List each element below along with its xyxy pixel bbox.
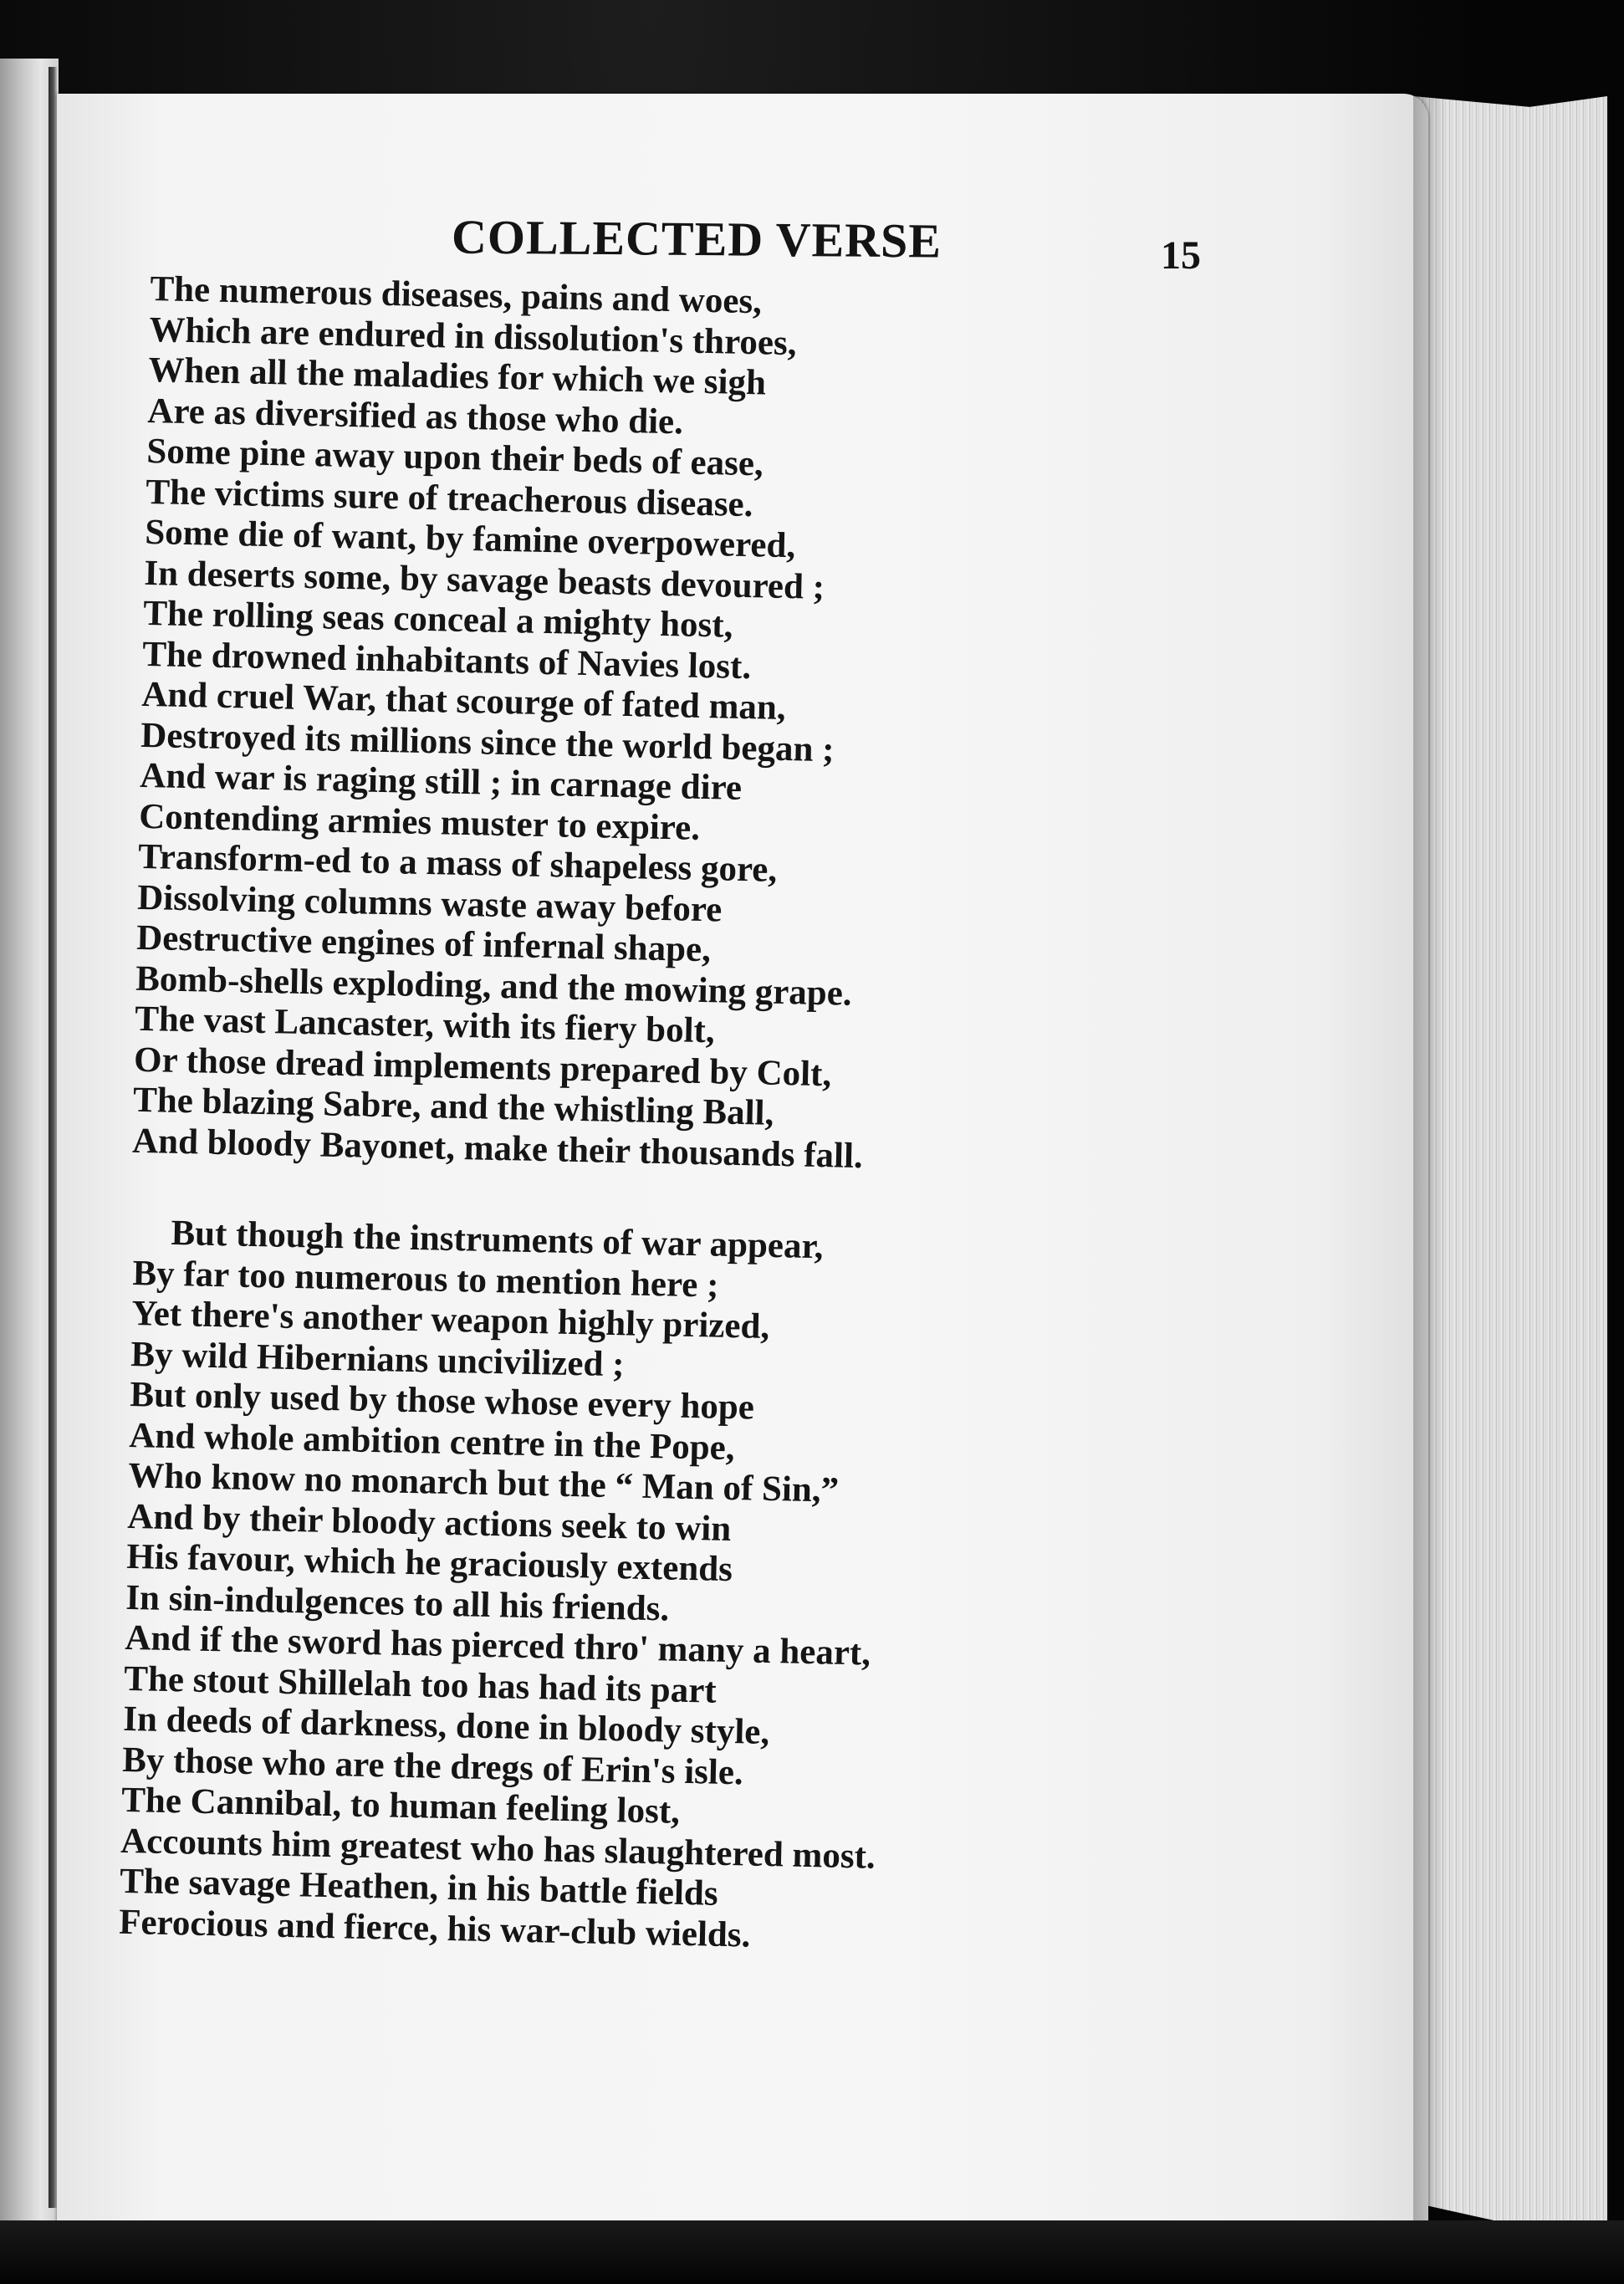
verse-line: By wild Hibernians uncivilized ; [130, 1334, 625, 1384]
verse-line: Contending armies muster to expire. [138, 796, 701, 848]
verse-line: In deserts some, by savage beasts devoured ; [143, 553, 825, 607]
verse-line: The savage Heathen, in his battle fields [119, 1861, 719, 1914]
verse-line: The stout Shillelah too has had its part [123, 1658, 718, 1711]
verse-line: The drowned inhabitants of Navies lost. [141, 634, 752, 687]
verse-line: By those who are the dregs of Erin's isle. [121, 1740, 744, 1792]
verse-line: Which are endured in dissolution's throes, [149, 309, 797, 363]
verse-line: Ferocious and fierce, his war-club wields. [118, 1902, 751, 1955]
verse-line: Yet there's another weapon highly prized, [130, 1293, 770, 1346]
verse-line: The blazing Sabre, and the whistling Ball, [132, 1080, 774, 1133]
verse-line: Destructive engines of infernal shape, [135, 917, 712, 970]
verse-line: The victims sure of treacherous disease. [145, 472, 753, 524]
stanza-2 [119, 1213, 889, 1959]
verse-line: And by their bloody actions seek to win [126, 1496, 732, 1549]
verse-line: In deeds of darkness, done in bloody style, [122, 1699, 770, 1753]
verse-line: The vast Lancaster, with its fiery bolt, [134, 999, 716, 1051]
verse-line: Who know no monarch but the “ Man of Sin,” [127, 1455, 840, 1510]
verse-line: Dissolving columns waste away before [136, 877, 723, 929]
book-gutter [49, 67, 57, 2208]
verse-line: The numerous diseases, pains and woes, [150, 269, 763, 322]
verse-line: Accounts him greatest who has slaughtered most. [120, 1821, 876, 1877]
scan-bottom-border [0, 2220, 1624, 2284]
page-number: 15 [1161, 233, 1201, 278]
verse-line: Bomb-shells exploding, and the mowing grape. [135, 958, 853, 1014]
verse-line: And bloody Bayonet, make their thousands fall. [131, 1121, 864, 1176]
verse-line: Or those dread implements prepared by Colt, [133, 1040, 832, 1094]
verse-line: His favour, which he graciously extends [125, 1536, 733, 1590]
verse-line: Transform-ed to a mass of shapeless gore, [137, 836, 778, 890]
verse-line: The rolling seas conceal a mighty host, [142, 593, 733, 646]
verse-line: But only used by those whose every hope [129, 1374, 755, 1428]
verse-line: Destroyed its millions since the world began ; [140, 715, 835, 769]
running-title: COLLECTED VERSE [451, 209, 942, 268]
stanza-1 [132, 269, 881, 1177]
verse-line: And whole ambition centre in the Pope, [128, 1415, 736, 1468]
verse-line: In sin-indulgences to all his friends. [125, 1577, 670, 1629]
verse-line: The Cannibal, to human feeling lost, [120, 1780, 681, 1832]
verse-line: By far too numerous to mention here ; [132, 1253, 719, 1306]
verse-line: Some die of want, by famine overpowered, [144, 512, 796, 566]
verse-line: And war is raging still ; in carnage dire [139, 755, 743, 808]
verse-line: But though the instruments of war appear, [171, 1213, 824, 1267]
verse-line: And cruel War, that scourge of fated man, [140, 674, 787, 728]
verse-line: Are as diversified as those who die. [146, 391, 684, 442]
verse-line: Some pine away upon their beds of ease, [146, 431, 764, 484]
page-edge-shadow [1413, 96, 1447, 2225]
verse-line: When all the maladies for which we sigh [147, 350, 767, 403]
verse-line: And if the sword has pierced thro' many a heart, [124, 1617, 871, 1673]
